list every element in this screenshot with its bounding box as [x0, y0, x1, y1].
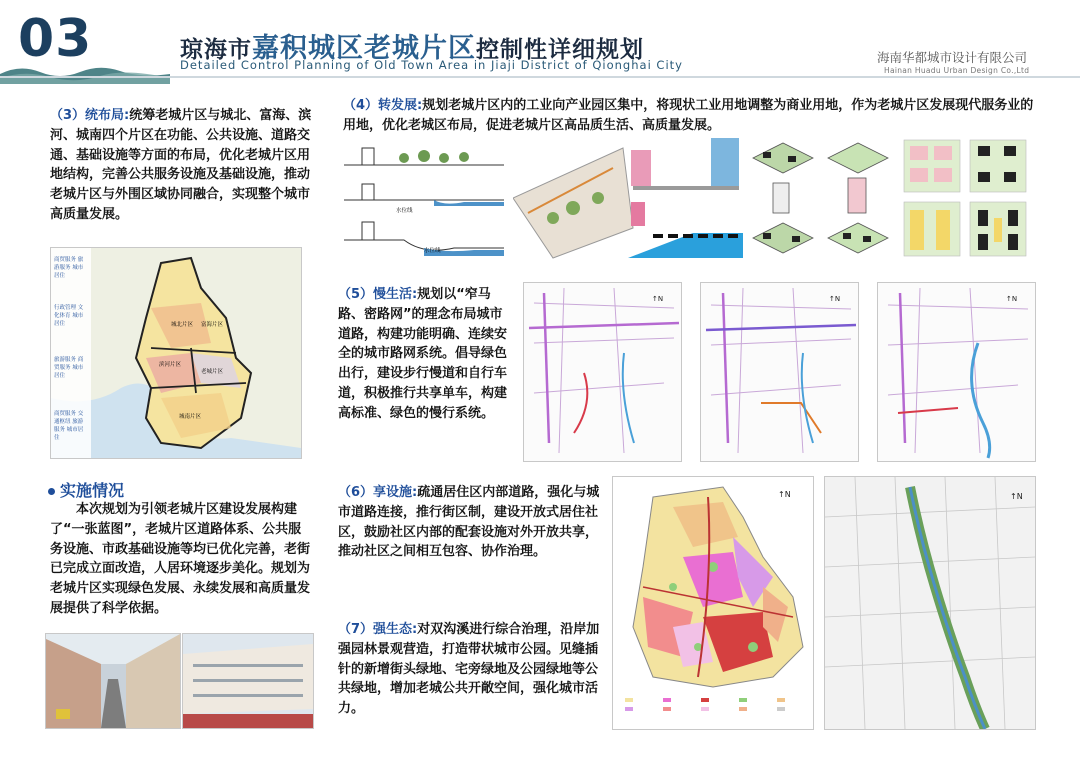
map-side-label-1: 商贸服务 旅游服务 城市居住 [54, 257, 84, 279]
section-5-text: （5）慢生活:规划以“窄马路、密路网”的理念布局城市道路，构建功能明确、连续安全的城市路网系统。倡导绿色出行，建设步行慢道和自行车道，积极推行共享单车，构建高标准、绿色的慢行系统。 [338, 287, 508, 421]
north-arrow-icon: ↑N [778, 490, 791, 499]
axonometric-block-diagrams [748, 138, 893, 260]
north-arrow-icon: ↑N [1010, 492, 1023, 501]
north-arrow-icon: ↑N [652, 295, 664, 303]
map-side-label-3: 旅游服务 商贸服务 城市居住 [54, 357, 84, 379]
land-use-plan-map [612, 476, 814, 730]
greenway-park-map [824, 476, 1036, 730]
plot-plan-diagrams [900, 138, 1032, 260]
section-7-text: （7）强生态:对双沟溪进行综合治理，沿岸加强园林景观营造，打造带状城市公园。见缝插针的新增街头绿地、宅旁绿地及公园绿地等公共绿地，增加老城公共开敞空间，强化城市活力。 [338, 622, 600, 717]
north-arrow-icon: ↑N [1006, 295, 1018, 303]
section-3-text: （3）统布局:统筹老城片区与城北、富海、滨河、城南四个片区在功能、公共设施、道路交通、基础设施等方面的布局，优化老城片区用地结构，完善公共服务设施及基础设施，推动老城片区与外围区域协同融合，实现整个城市高质量发展。 [50, 108, 312, 222]
building-photo [182, 633, 314, 729]
zone-label-binhe: 滨河片区 [159, 362, 182, 368]
section-4-text: （4）转发展:规划老城片区内的工业向产业园区集中，将现状工业用地调整为商业用地，作为老城片区发展现代服务业的用地，优化老城区布局，促进老城片区高品质生活、高质量发展。 [343, 98, 1034, 133]
company-name-en: Hainan Huadu Urban Design Co.,Ltd [884, 66, 1030, 75]
map-side-label-2: 行政管理 文化体育 城市居住 [54, 305, 84, 327]
section-profile-figure [344, 140, 510, 260]
section-6-text: （6）享设施:疏通居住区内部道路，强化与城市道路连接，推行街区制，建设开放式居住社区，鼓励社区内部的配套设施对外开放共享，推动社区之间相互包容、协作治理。 [338, 485, 600, 560]
landscape-renderings [513, 138, 743, 260]
implementation-heading: 实施情况 [48, 478, 124, 501]
implementation-text: 本次规划为引领老城片区建设发展构建了“一张蓝图”，老城片区道路体系、公共服务设施、市政基础设施等均已优化完善，老街已完成立面改造，人居环境逐步美化。规划为老城片区实现绿色发展、永续发展和高质量发展提供了科学依据。 [50, 502, 311, 616]
zone-label-north: 城北片区 [171, 322, 194, 328]
company-name: 海南华都城市设计有限公司 [877, 50, 1028, 65]
section-number: 03 [18, 9, 93, 69]
bullet-dot-icon [48, 488, 55, 495]
road-network-map-3 [877, 282, 1036, 462]
page-title: 琼海市嘉积城区老城片区控制性详细规划 [180, 33, 644, 64]
street-photo [45, 633, 181, 729]
map-side-label-4: 商贸服务 交通枢纽 旅游服务 城市居住 [54, 411, 84, 441]
road-network-map-1 [523, 282, 682, 462]
wave-decoration [0, 62, 170, 84]
zone-label-fuhai: 富海片区 [201, 322, 224, 328]
page-subtitle: Detailed Control Planning of Old Town Area in Jiaji District of Qionghai City [180, 58, 683, 72]
north-arrow-icon: ↑N [829, 295, 841, 303]
water-level-label-2: 水位线 [424, 248, 441, 254]
header-divider [0, 76, 1080, 78]
water-level-label: 水位线 [396, 208, 413, 214]
road-network-map-2 [700, 282, 859, 462]
zone-label-old: 老城片区 [201, 369, 224, 375]
zone-label-south: 城南片区 [179, 414, 202, 420]
district-layout-map [50, 247, 302, 459]
